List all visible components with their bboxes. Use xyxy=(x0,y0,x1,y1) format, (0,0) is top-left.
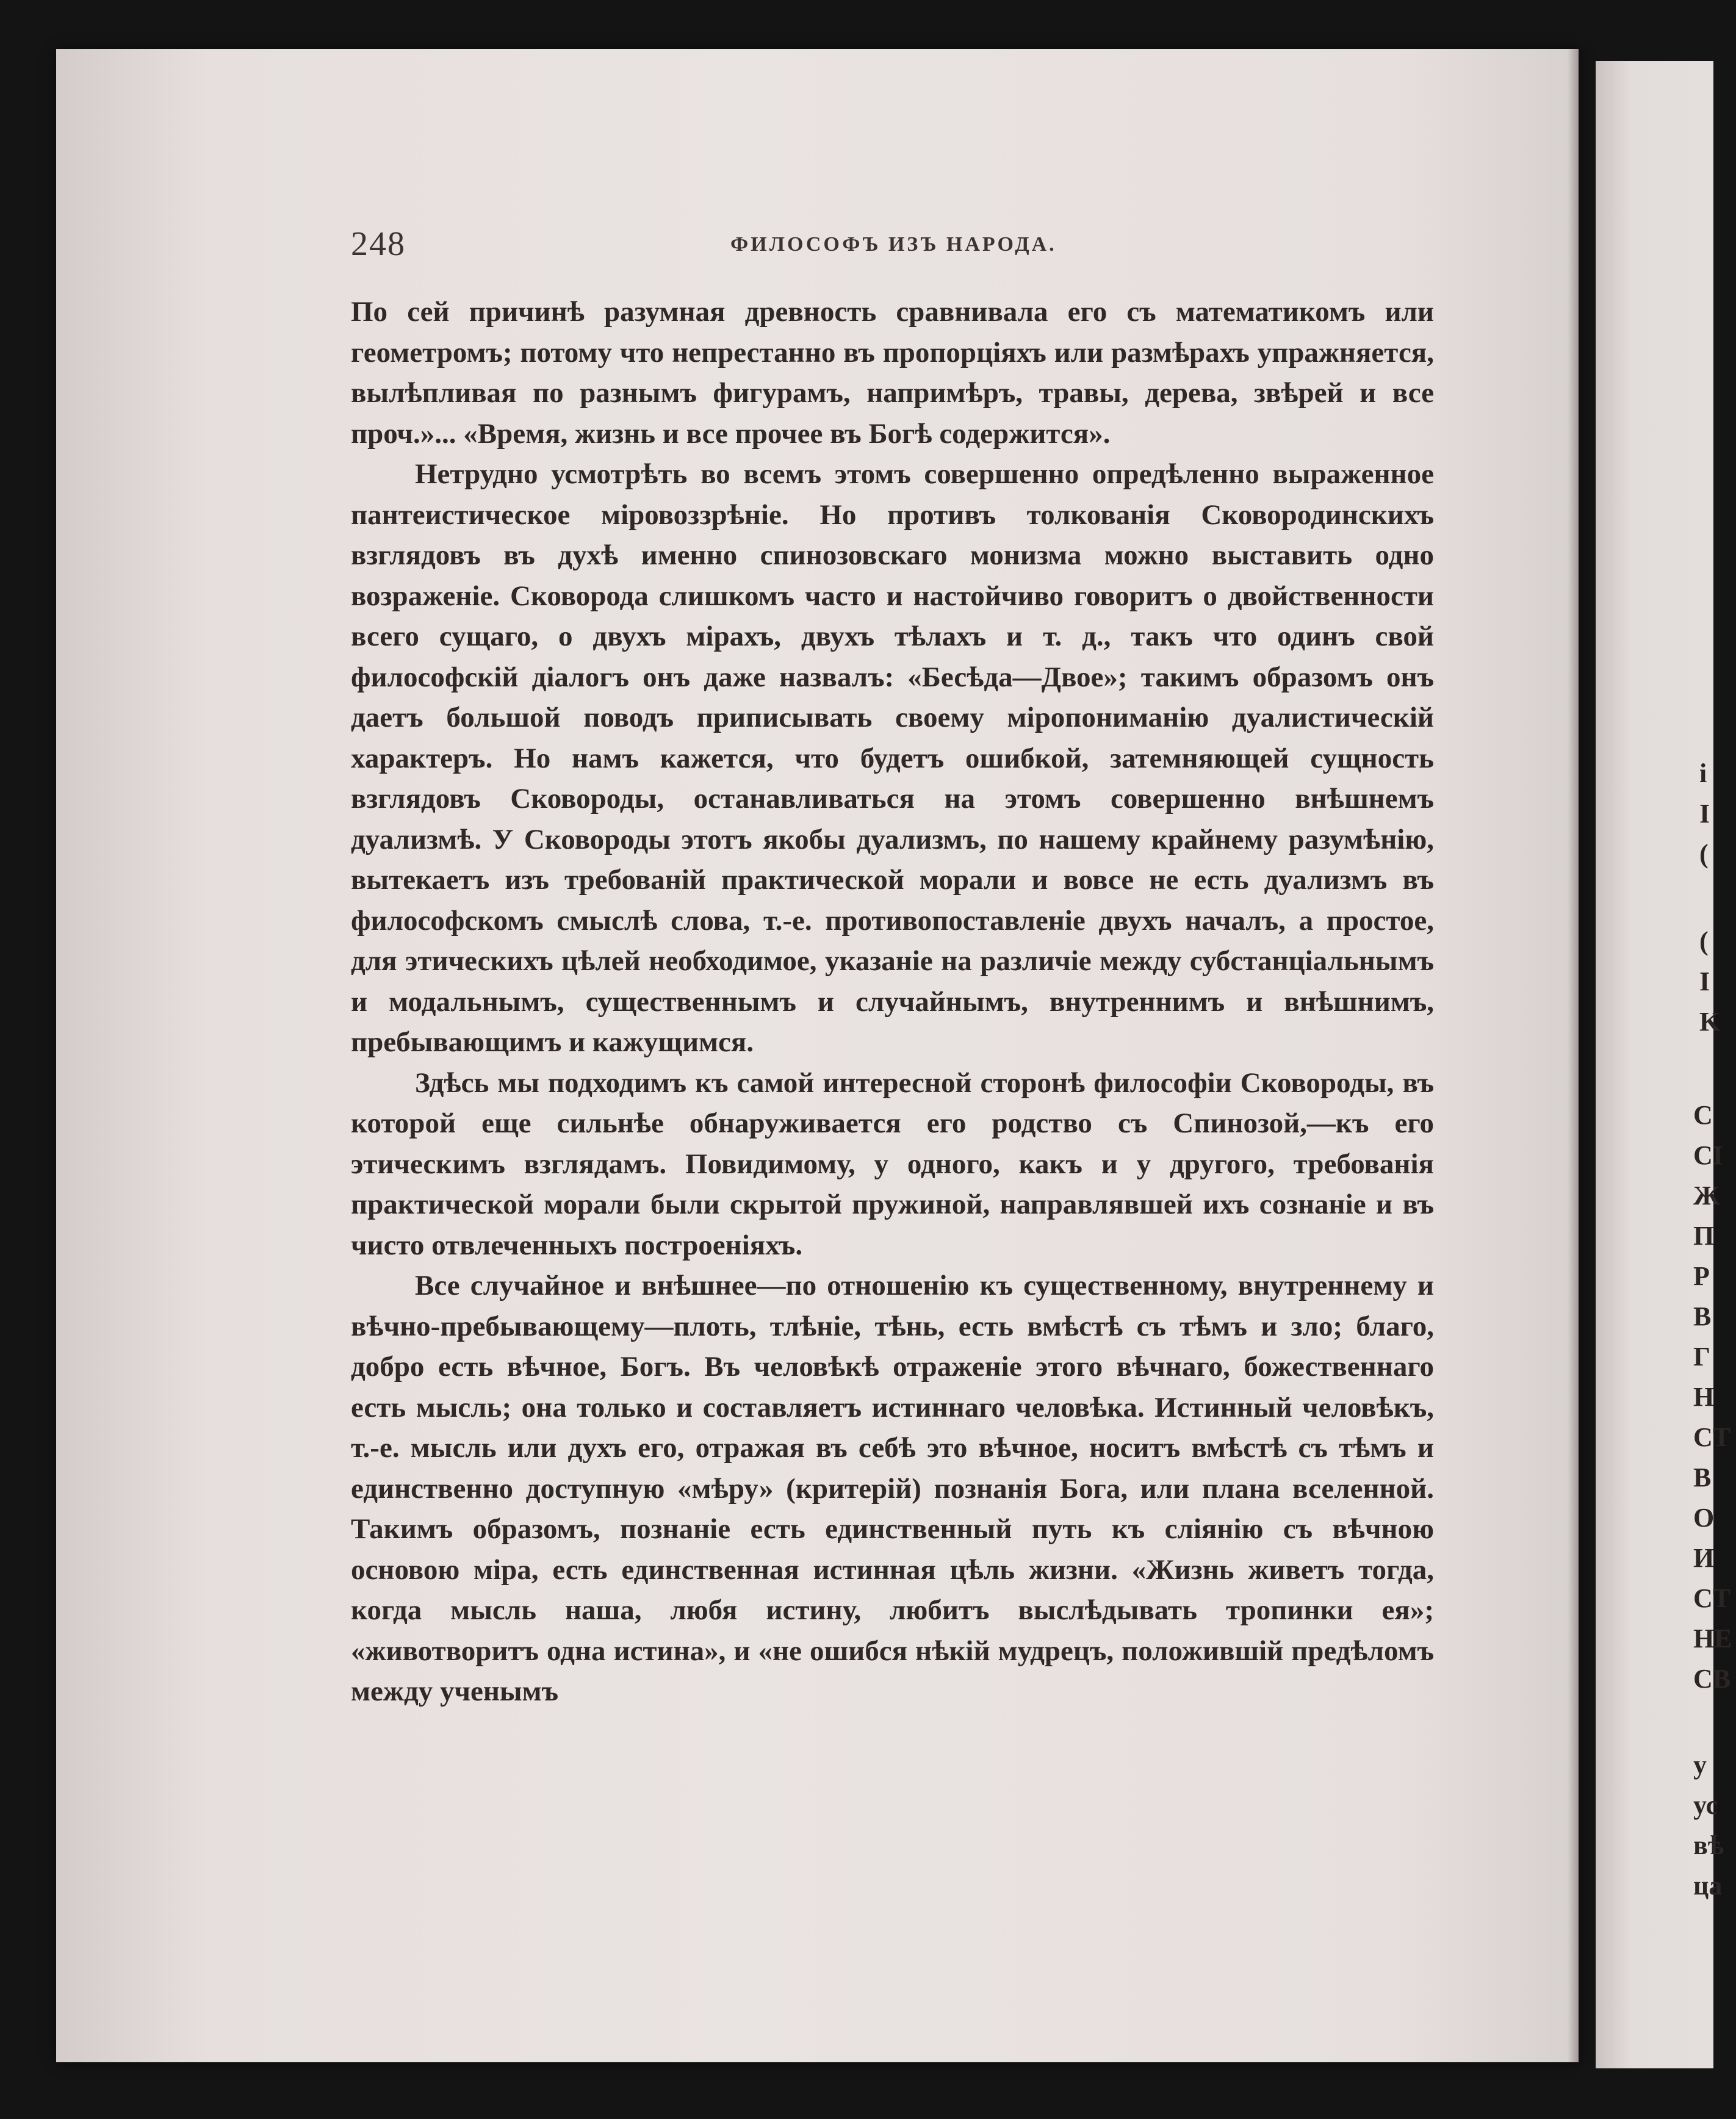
fragment: ( xyxy=(1699,839,1709,869)
paragraph-4: Все случайное и внѣшнее—по отношенію къ существенному, внутреннему и вѣчно-пребывающему—плоть, тлѣніе, тѣнь, есть вмѣстѣ съ тѣмъ и зло; благо, добро есть вѣчное, Богъ. Въ человѣкѣ отраженіе этого вѣчнаго, божественнаго есть мысль; она только и составляетъ истиннаго человѣка. Истинный человѣкъ, т.-е. мысль или духъ его, отражая въ себѣ это вѣчное, носитъ вмѣстѣ съ тѣмъ и единственно доступную «мѣру» (критерій) познанія Бога, или плана вселенной. Такимъ образомъ, познаніе есть единственный путь къ сліянію съ вѣчною основою міра, есть единственная истинная цѣль жизни. «Жизнь живетъ тогда, когда мысль наша, любя истину, любитъ выслѣдывать тропинки ея»; «животворитъ одна истина», и «не ошибся нѣкій мудрецъ, положившій предѣломъ между ученымъ xyxy=(351,1270,1434,1707)
body-text xyxy=(351,292,1434,1712)
paragraph-3: Здѣсь мы подходимъ къ самой интересной сторонѣ философіи Сковороды, въ которой еще сильнѣе обнаруживается его родство съ Спинозой,—къ его этическимъ взглядамъ. Повидимому, у одного, какъ и у другого, требованія практической морали были скрытой пружиной, направлявшей ихъ сознаніе и въ чисто отвлеченныхъ построеніяхъ. xyxy=(351,1067,1434,1261)
fragment: Ж xyxy=(1693,1181,1720,1211)
paragraph-2: Нетрудно усмотрѣть во всемъ этомъ совершенно опредѣленно выраженное пантеистическое міровоззрѣніе. Но противъ толкованія Сковородинскихъ взглядовъ въ духѣ именно спинозовскаго монизма можно выставить одно возраженіе. Сковорода слишкомъ часто и настойчиво говоритъ о двойственности всего сущаго, о двухъ мірахъ, двухъ тѣлахъ и т. д., такъ что одинъ свой философскій діалогъ онъ даже назвалъ: «Бесѣда—Двое»; такимъ образомъ онъ даетъ большой поводъ приписывать своему міропониманію дуалистическій характеръ. Но намъ кажется, что будетъ ошибкой, затемняющей сущность взглядовъ Сковороды, останавливаться на этомъ совершенно внѣшнемъ дуализмѣ. У Сковороды этотъ якобы дуализмъ, по нашему крайнему разумѣнію, вытекаетъ изъ требованій практической морали и вовсе не есть дуализмъ въ философскомъ смыслѣ слова, т.-е. противопоставленіе двухъ началъ, а простое, для этическихъ цѣлей необходимое, указаніе на различіе между субстанціальнымъ и модальнымъ, существеннымъ и случайнымъ, внутреннимъ и внѣшнимъ, пребывающимъ и кажущимся. xyxy=(351,458,1434,1058)
fragment: CT xyxy=(1693,1583,1731,1613)
next-page-text-fragments xyxy=(1693,1745,1730,1906)
fragment: ус xyxy=(1693,1790,1718,1820)
next-page-text-fragments xyxy=(1693,1095,1730,1699)
fragment: і xyxy=(1699,758,1707,788)
fragment: P xyxy=(1693,1261,1710,1291)
running-title: ФИЛОСОФЪ ИЗЪ НАРОДА. xyxy=(730,233,1057,256)
fragment: И xyxy=(1693,1543,1715,1573)
fragment: HE xyxy=(1693,1624,1732,1653)
fragment: I xyxy=(1699,799,1710,829)
fragment: B xyxy=(1693,1462,1712,1492)
fragment: C xyxy=(1693,1100,1713,1130)
page-number: 248 xyxy=(351,225,406,263)
fragment: H xyxy=(1693,1382,1715,1412)
next-page-text-fragments xyxy=(1699,754,1736,874)
fragment: CB xyxy=(1693,1664,1731,1694)
page-header xyxy=(351,225,1437,267)
fragment: CI xyxy=(1693,1140,1723,1170)
fragment: O xyxy=(1693,1503,1715,1533)
fragment: вѣ xyxy=(1693,1830,1724,1860)
paragraph-1: По сей причинѣ разумная древность сравнивала его съ математикомъ или геометромъ; потому что непрестанно въ пропорціяхъ или размѣрахъ упражняется, вылѣпливая по разнымъ фигурамъ, напримѣръ, травы, дерева, звѣрей и все проч.»... «Время, жизнь и все прочее въ Богѣ содержится». xyxy=(351,296,1434,450)
fragment: Г xyxy=(1693,1342,1710,1372)
fragment: П xyxy=(1693,1221,1715,1251)
fragment: K xyxy=(1699,1007,1721,1037)
fragment: у xyxy=(1693,1750,1707,1780)
fragment: ца xyxy=(1693,1871,1723,1901)
fragment: CT xyxy=(1693,1422,1731,1452)
fragment: B xyxy=(1693,1301,1712,1331)
next-page-text-fragments xyxy=(1699,921,1736,1042)
fragment: I xyxy=(1699,966,1710,996)
fragment: ( xyxy=(1699,926,1709,956)
